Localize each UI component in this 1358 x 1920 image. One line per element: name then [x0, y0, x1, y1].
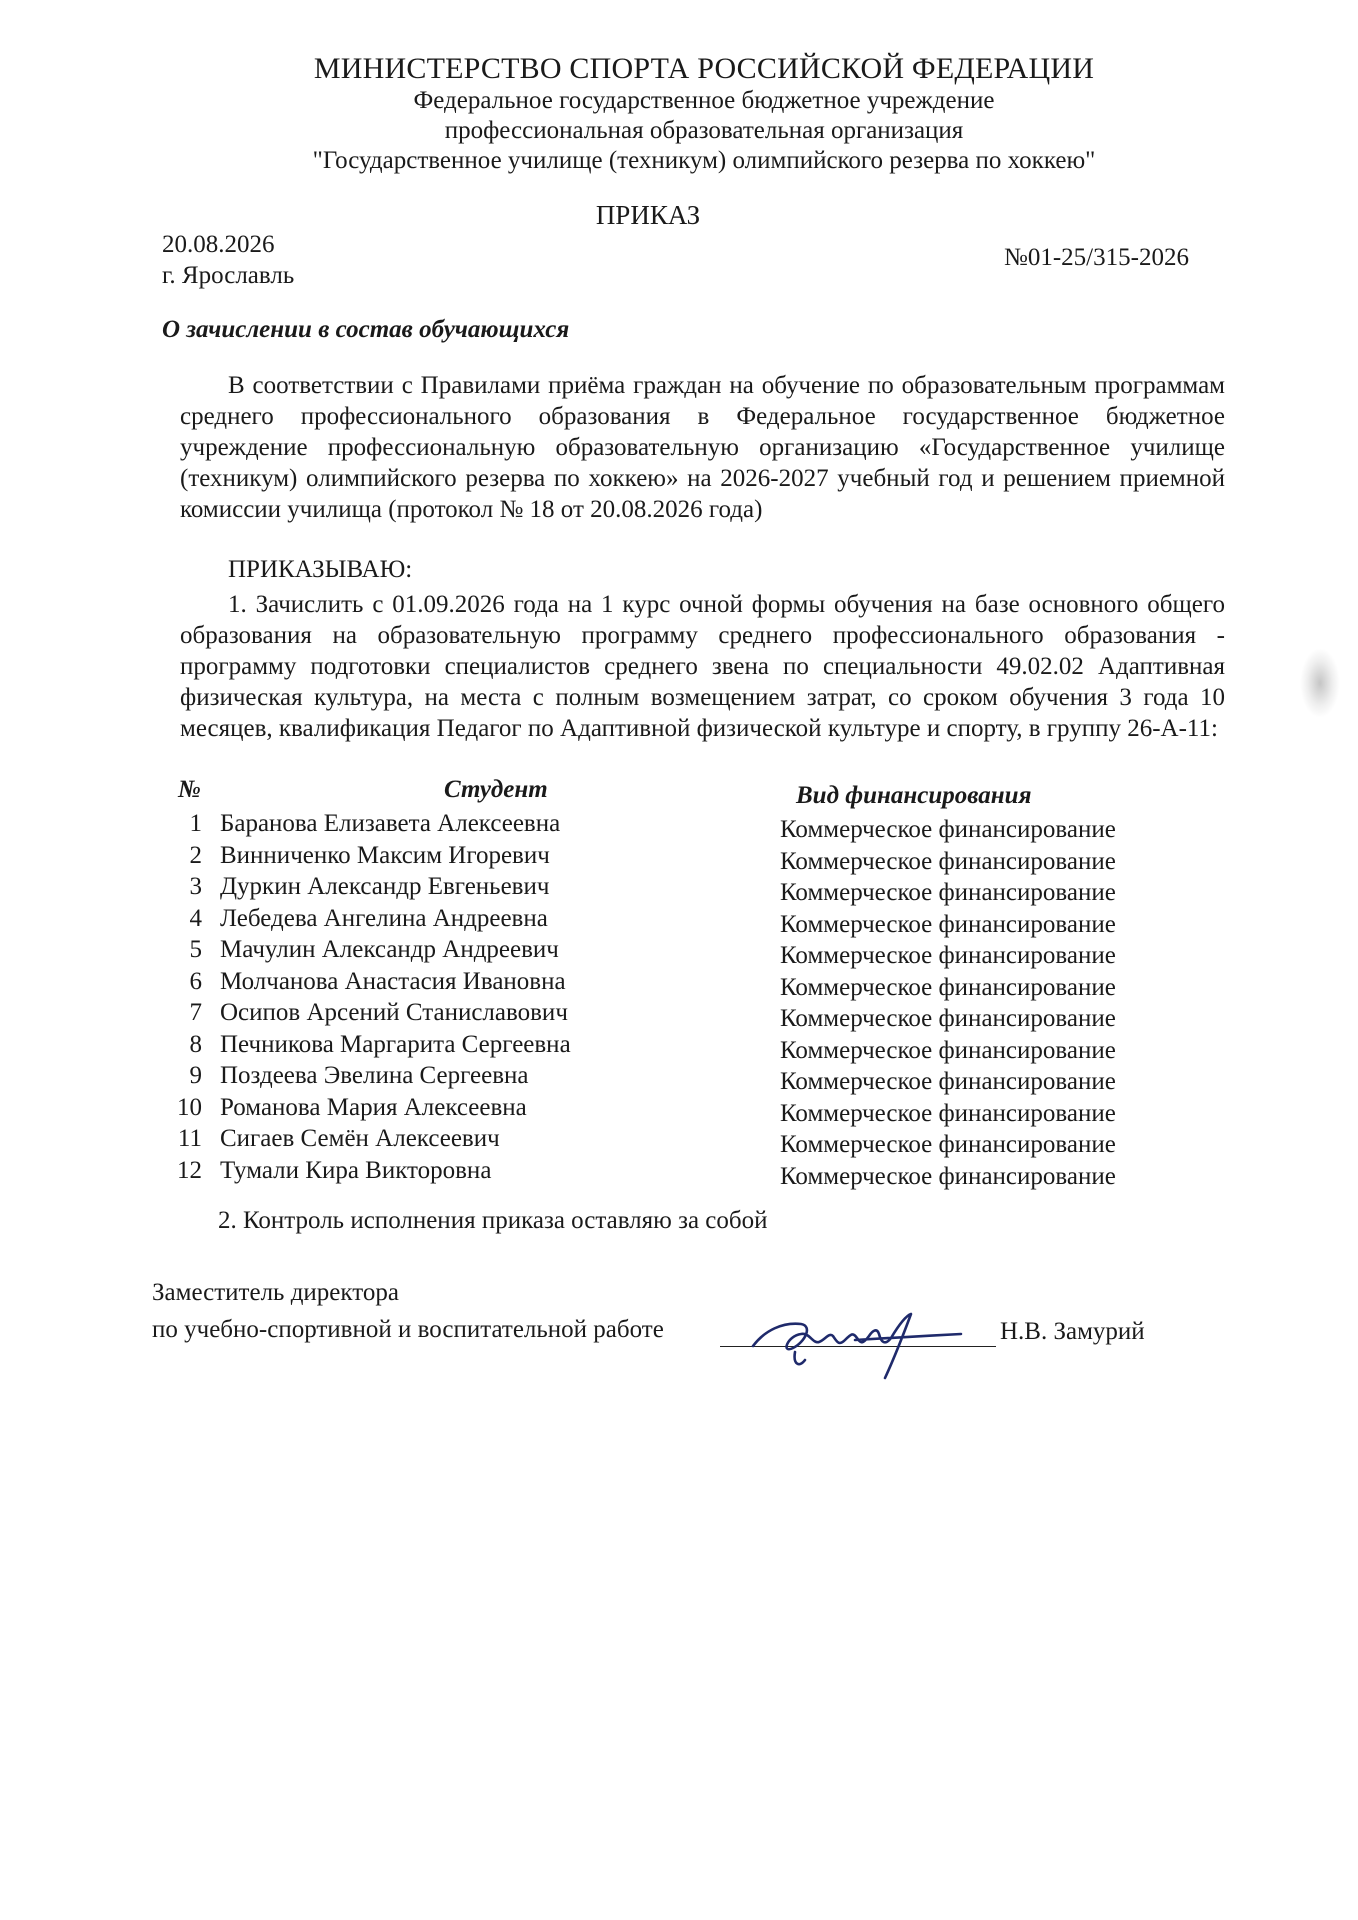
document-subject: О зачислении в состав обучающихся — [162, 316, 570, 343]
institution-name: "Государственное училище (техникум) олимпийского резерва по хоккею" — [312, 147, 1096, 174]
row-number: 12 — [177, 1156, 202, 1184]
institution-line-2: профессиональная образовательная организация — [444, 117, 964, 144]
funding-type: Коммерческое финансирование — [780, 1005, 1116, 1032]
table-row — [0, 810, 1358, 842]
funding-type: Коммерческое финансирование — [780, 973, 1116, 1001]
document-number: №01-25/315-2026 — [1004, 244, 1189, 271]
student-name: Осипов Арсений Станиславович — [220, 999, 568, 1026]
column-header-number: № — [178, 776, 201, 803]
funding-type: Коммерческое финансирование — [780, 1068, 1116, 1095]
table-row — [0, 1062, 1358, 1094]
table-row — [0, 873, 1358, 905]
row-number: 7 — [189, 999, 202, 1026]
student-name: Винниченко Максим Игоревич — [220, 841, 550, 869]
student-name: Сигаев Семён Алексеевич — [220, 1125, 500, 1152]
table-row — [0, 936, 1358, 968]
ministry-name: МИНИСТЕРСТВО СПОРТА РОССИЙСКОЙ ФЕДЕРАЦИИ — [313, 52, 1095, 85]
institution-line-1: Федеральное государственное бюджетное учреждение — [413, 87, 995, 114]
order-word: ПРИКАЗЫВАЮ: — [228, 556, 413, 583]
order-item-1 — [180, 589, 1225, 744]
order-item-2: 2. Контроль исполнения приказа оставляю за собой — [218, 1207, 768, 1234]
signer-position-line-1: Заместитель директора — [152, 1279, 399, 1306]
funding-type: Коммерческое финансирование — [780, 1162, 1116, 1190]
funding-type: Коммерческое финансирование — [780, 1036, 1116, 1064]
column-header-student: Студент — [444, 776, 548, 803]
funding-type: Коммерческое финансирование — [780, 942, 1116, 969]
document-title: ПРИКАЗ — [595, 200, 701, 230]
row-number: 10 — [177, 1093, 202, 1121]
signer-name: Н.В. Замурий — [1000, 1318, 1145, 1345]
row-number: 4 — [189, 904, 202, 932]
table-row — [0, 1157, 1358, 1189]
student-name: Дуркин Александр Евгеньевич — [220, 873, 550, 900]
student-table — [0, 810, 1358, 1188]
row-number: 5 — [189, 936, 202, 963]
funding-type: Коммерческое финансирование — [780, 1131, 1116, 1158]
funding-type: Коммерческое финансирование — [780, 816, 1116, 843]
signer-position-line-2: по учебно-спортивной и воспитательной работе — [152, 1316, 664, 1343]
student-name: Поздеева Эвелина Сергеевна — [220, 1062, 529, 1089]
student-name: Тумали Кира Викторовна — [220, 1156, 492, 1184]
student-name: Печникова Маргарита Сергеевна — [220, 1030, 571, 1058]
handwritten-signature — [735, 1294, 965, 1384]
document-date: 20.08.2026 — [162, 231, 275, 258]
student-name: Баранова Елизавета Алексеевна — [220, 810, 561, 837]
preamble-paragraph — [180, 370, 1225, 525]
table-row — [0, 1094, 1358, 1126]
preamble-text: В соответствии с Правилами приёма граждан на обучение по образовательным программам среднего профессионального образования в Федеральное государственное бюджетное учреждение профессиональную образовательную организацию «Государственное училище (техникум) олимпийского резерва по хоккею» на 2026-2027 учебный год и решением приемной комиссии училища (протокол № 18 от 20.08.2026 года) — [180, 372, 1225, 523]
row-number: 1 — [189, 810, 202, 837]
column-header-funding: Вид финансирования — [796, 782, 1032, 809]
document-city: г. Ярославль — [162, 262, 295, 289]
funding-type: Коммерческое финансирование — [780, 910, 1116, 938]
table-row — [0, 1125, 1358, 1157]
row-number: 11 — [177, 1125, 202, 1152]
table-row — [0, 905, 1358, 937]
row-number: 2 — [189, 841, 202, 869]
table-row — [0, 1031, 1358, 1063]
order-item-1-text: 1. Зачислить с 01.09.2026 года на 1 курс очной формы обучения на базе основного общего образования на образовательную программу среднего профессионального образования - программу подготовки специалистов среднего звена по специальности 49.02.02 Адаптивная физическая культура, на места с полным возмещением затрат, со сроком обучения 3 года 10 месяцев, квалификация Педагог по Адаптивной физической культуре и спорту, в группу 26-А-11: — [180, 591, 1225, 742]
student-name: Лебедева Ангелина Андреевна — [220, 904, 548, 932]
table-row — [0, 842, 1358, 874]
funding-type: Коммерческое финансирование — [780, 879, 1116, 906]
student-name: Мачулин Александр Андреевич — [220, 936, 559, 963]
row-number: 8 — [189, 1030, 202, 1058]
scan-smudge — [1300, 648, 1340, 718]
document-header — [0, 52, 1358, 176]
student-name: Молчанова Анастасия Ивановна — [220, 967, 566, 995]
table-row — [0, 999, 1358, 1031]
row-number: 9 — [189, 1062, 202, 1089]
table-row — [0, 968, 1358, 1000]
funding-type: Коммерческое финансирование — [780, 847, 1116, 875]
funding-type: Коммерческое финансирование — [780, 1099, 1116, 1127]
row-number: 3 — [189, 873, 202, 900]
row-number: 6 — [189, 967, 202, 995]
student-name: Романова Мария Алексеевна — [220, 1093, 527, 1121]
